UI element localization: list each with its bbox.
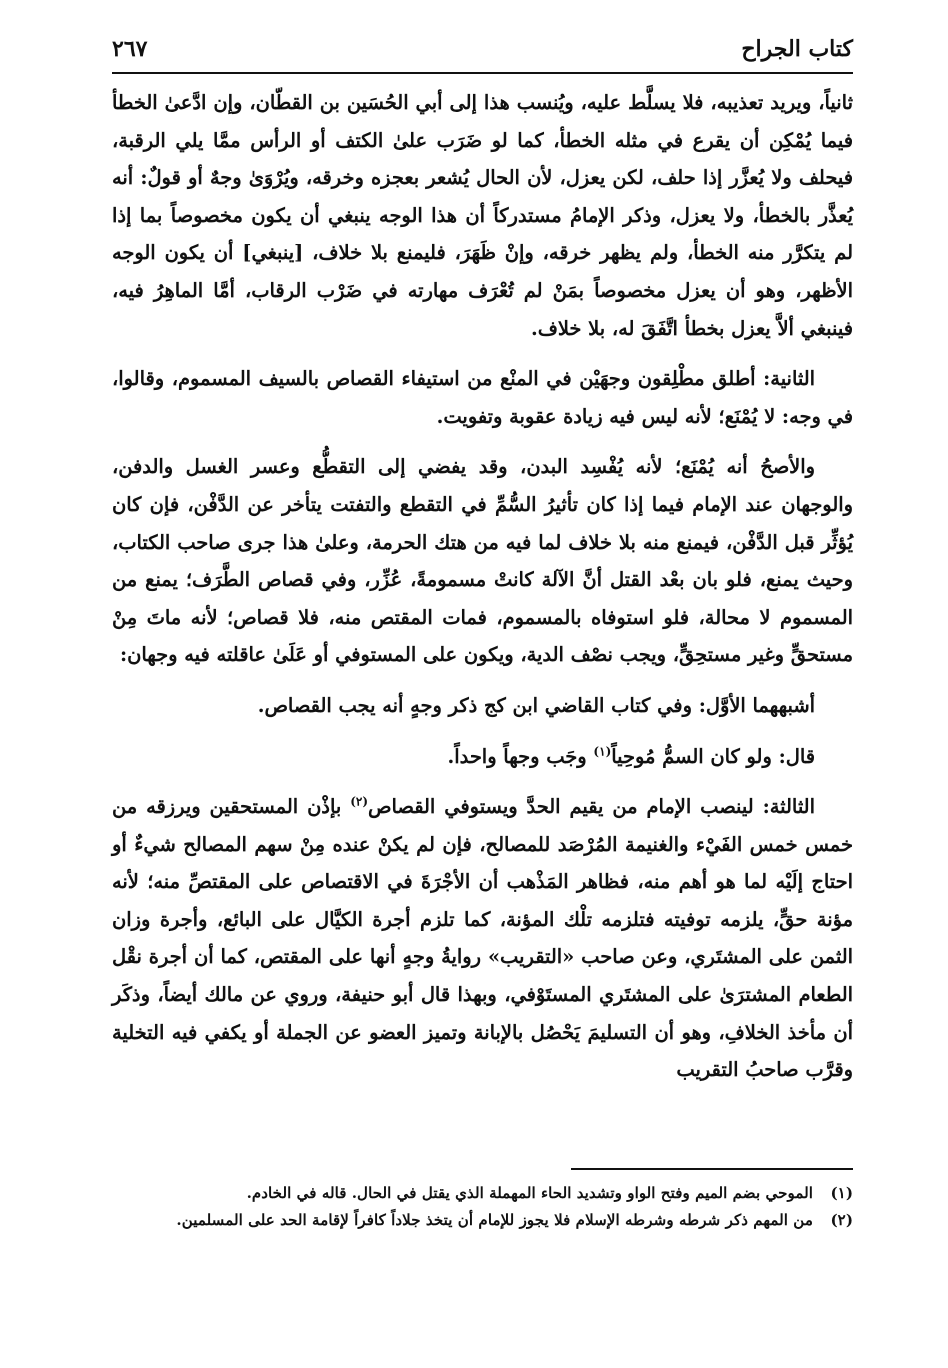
footnote-number: (٢) <box>830 1211 853 1229</box>
footnote-ref-1[interactable]: (١) <box>593 744 612 759</box>
paragraph-4-text: وفي كتاب القاضي ابن كج ذكر وجهٍ أنه يجب القصاص. <box>257 693 692 717</box>
footnote-number: (١) <box>830 1184 853 1202</box>
chapter-title: كتاب الجراح <box>741 36 853 62</box>
paragraph-2-lead: الثانية: <box>763 367 815 391</box>
paragraph-6-lead: الثالثة: <box>762 795 815 819</box>
paragraph-6-text-a: لينصب الإمام من يقيم الحدَّ ويستوفي القصاص <box>368 795 754 819</box>
paragraph-6-text-b: بإذْن المستحقين ويرزقه من خمس خمس الفَيْء والغنيمة المُرْصَد للمصالح، فإن لم يكنْ عنده مِنْ سهم المصالح شيءٌ أو احتاج إلَيْه لما هو أهم منه، فظاهر المَذْهب أن الأجْرَةَ في الاقتصاص على المقتصِّ منه؛ لأنه مؤنة حقٍّ، يلزمه توفيته فتلزمه تلْك المؤنة، كما تلزم أجرة الكيَّال على البائع، وأجرة وزان الثمن على المشتَري، وعن صاحب «التقريب» روايةُ وجهٍ أنها على المقتص، كما أن أجرة نقْل الطعام المشترَىٰ على المشتَري المستَوْفي، وبهذا قال أبو حنيفة، وروي عن مالك أيضاً، وذكَر أن مأخذ الخلافِ، وهو أن التسليمَ يَحْصُل بالإبانة وتميز العضو عن الجملة أو يكفي فيه التخلية وقرَّب صاحبُ التقريب <box>112 795 853 1082</box>
footnote-text: الموحي بضم الميم وفتح الواو وتشديد الحاء المهملة الذي يقتل في الحال. قاله في الخادم. <box>246 1184 813 1202</box>
footnote-divider <box>571 1168 853 1170</box>
paragraph-2-text: أطلق مطْلِقون وجهَيْن في المنْع من استيفاء القصاص بالسيف المسموم، وقالوا، في وجه: لا يُمْنَع؛ لأنه ليس فيه زيادة عقوبة وتفويت. <box>112 367 853 428</box>
paragraph-4-lead: أشبههما الأوَّل: <box>698 693 815 717</box>
paragraph-5-text-b: وجَب وجهاً واحداً. <box>447 744 587 768</box>
paragraph-6 <box>112 788 853 1089</box>
page-number: ٢٦٧ <box>112 36 148 62</box>
footnote-2 <box>112 1207 853 1234</box>
footnote-1 <box>112 1180 853 1207</box>
paragraph-2 <box>112 360 853 435</box>
page-header <box>112 32 853 74</box>
paragraph-3: والأصحُ أنه يُمْنَع؛ لأنه يُفْسِد البدن، وقد يفضي إلى التقطُّع وعسر الغسل والدفن، والوجهان عند الإمام فيما إذا كان تأثيرُ السُّمِّ في التقطع والتفتت يتأخر عن الدَّفْن، فإن كان يُؤثِّر قبل الدَّفْن، فيمنع منه بلا خلاف لما فيه من هتك الحرمة، وعلىٰ هذا جرى صاحب الكتاب، وحيث يمنع، فلو بان بعْد القتل أنَّ الآلة كانتْ مسمومةً، عُزِّر، وفي قصاص الطَّرَف؛ يمنع من المسموم لا محالة، فلو استوفاه بالمسموم، فمات المقتص منه، فلا قصاص؛ لأنه ماتَ مِنْ مستحقٍّ وغير مستحِقٍّ، ويجب نصْف الدية، ويكون على المستوفي أو عَلَىٰ عاقلته فيه وجهان: <box>112 455 853 667</box>
paragraph-4 <box>112 687 853 725</box>
paragraph-5-text-a: قال: ولو كان السمُّ مُوحِياً <box>611 744 815 768</box>
paragraph-5 <box>112 738 853 776</box>
paragraph-1: ثانياً، ويريد تعذيبه، فلا يسلَّط عليه، ويُنسب هذا إلى أبي الحُسَين بن القطّان، وإن ادَّعىٰ الخطأ فيما يُمْكِن أن يقرع في مثله الخطأ، كما لو ضَرَب علىٰ الكتف أو الرأس ممَّا يلي الرقبة، فيحلف ولا يُعزَّر إذا حلف، لكن يعزل، لأن الحال يُشعر بعجزه وخرقه، ويُرْوَىٰ وجهٌ أو قولٌ: أنه يُعذَّر بالخطأ، ولا يعزل، وذكر الإمامُ مستدركاً أن هذا الوجه ينبغي أن يكون مخصوصاً بما إذا لم يتكرَّر منه الخطأ، ولم يظهر خرقه، وإنْ ظَهَرَ، فليمنع بلا خلاف، [ينبغي] أن يكون الوجه الأظهر، وهو أن يعزل مخصوصاً بمَنْ لم تُعْرَف مهارته في ضَرْب الرقاب، أمَّا الماهِرُ فيه، فينبغي ألاَّ يعزل بخطأ اتَّفَقَ له، بلا خلاف. <box>112 91 853 340</box>
footnotes <box>112 1180 853 1234</box>
main-text <box>112 84 853 1089</box>
footnote-ref-2[interactable]: (٢) <box>350 794 369 809</box>
footnote-text: من المهم ذكر شرطه وشرطه الإسلام فلا يجوز للإمام أن يتخذ جلاداً كافراً لإقامة الحد على المسلمين. <box>176 1211 813 1229</box>
